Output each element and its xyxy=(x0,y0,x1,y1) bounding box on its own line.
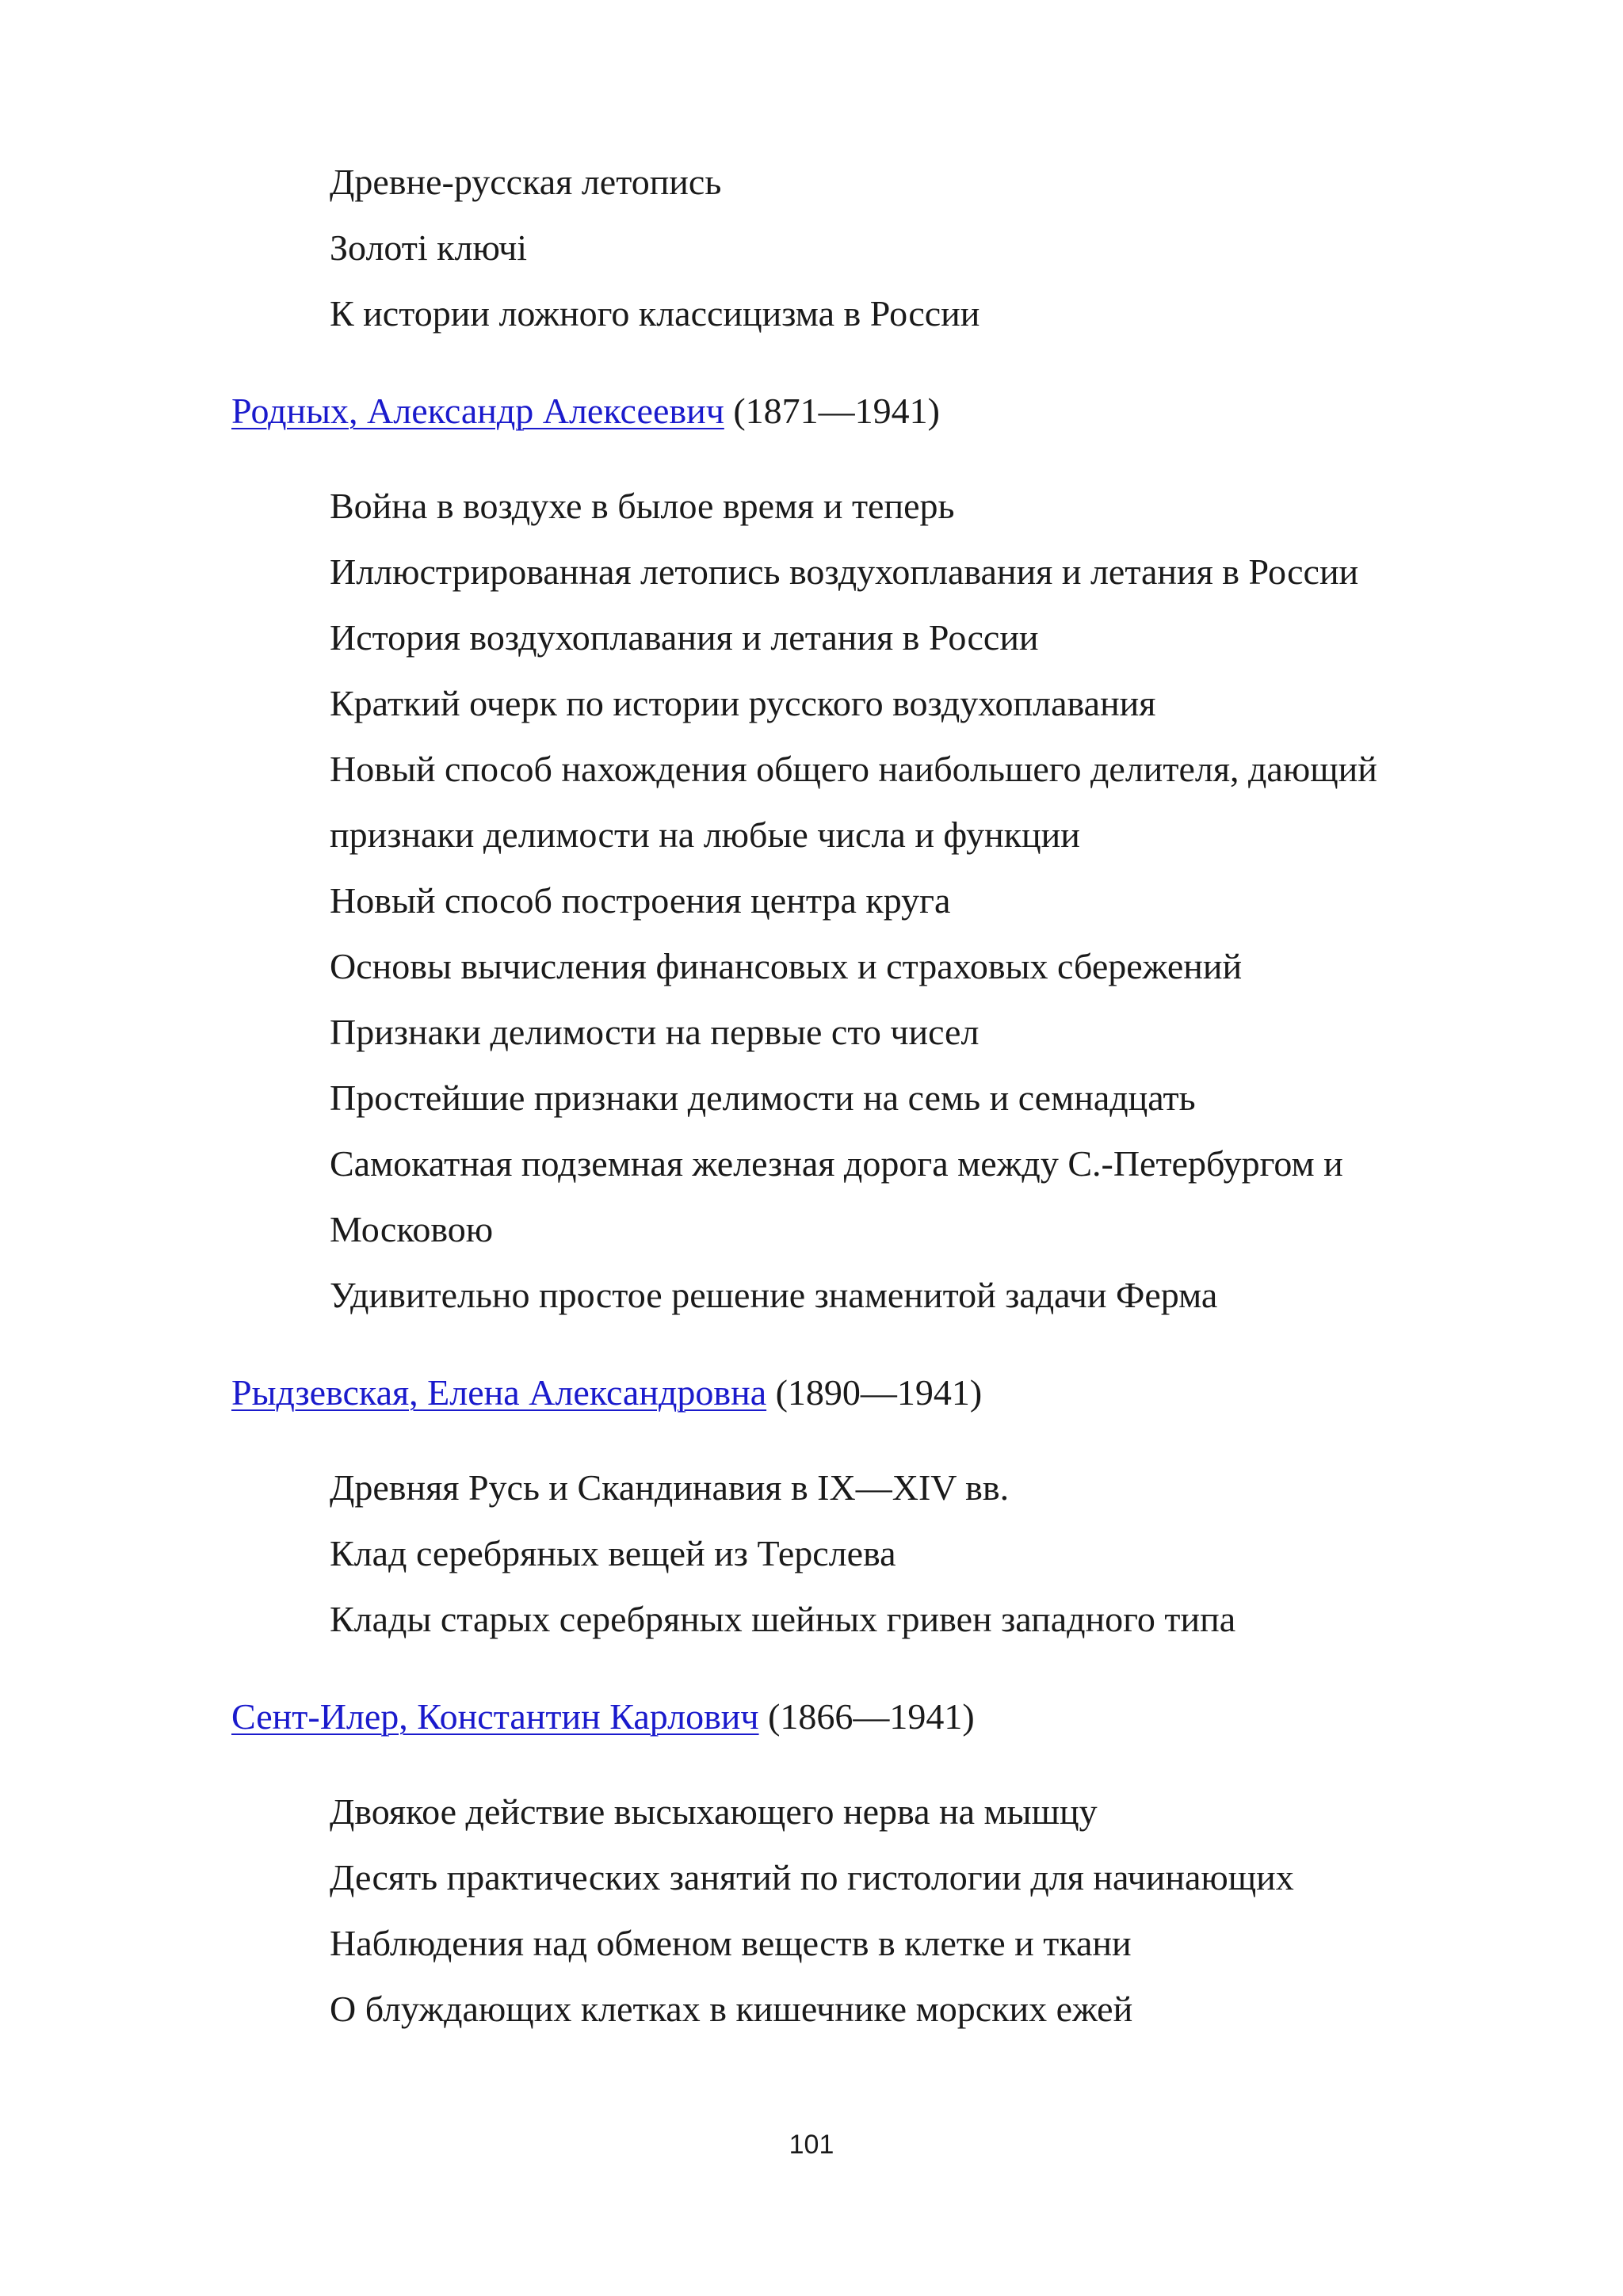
author-heading xyxy=(231,387,1468,435)
author-years: (1890—1941) xyxy=(775,1372,983,1413)
list-item: Новый способ нахождения общего наибольшего делителя, дающий xyxy=(330,749,1377,789)
list-item: Признаки делимости на первые сто чисел xyxy=(330,1012,980,1052)
author-link[interactable]: Сент-Илер, Константин Карлович xyxy=(231,1696,759,1737)
list-item: Клады старых серебряных шейных гривен западного типа xyxy=(330,1599,1236,1639)
list-item: Десять практических занятий по гистологии для начинающих xyxy=(330,1857,1294,1897)
author-heading xyxy=(231,1369,1468,1417)
list-item: Древняя Русь и Скандинавия в IX—XIV вв. xyxy=(330,1467,1010,1508)
author-link[interactable]: Рыдзевская, Елена Александровна xyxy=(231,1372,767,1413)
author-entry xyxy=(231,1328,1468,1652)
list-item: Наблюдения над обменом веществ в клетке и ткани xyxy=(330,1923,1132,1963)
author-years: (1871—1941) xyxy=(733,391,940,431)
list-item: Золоті ключі xyxy=(330,227,528,268)
list-item: Древне-русская летопись xyxy=(330,162,722,202)
list-item: Клад серебряных вещей из Терслева xyxy=(330,1533,896,1573)
list-item: Удивительно простое решение знаменитой задачи Ферма xyxy=(330,1275,1218,1315)
list-item: Новый способ построения центра круга xyxy=(330,880,951,921)
intro-title-list xyxy=(231,149,1468,346)
list-item: Двоякое действие высыхающего нерва на мышцу xyxy=(330,1791,1098,1832)
title-list xyxy=(231,473,1468,1328)
list-item: К истории ложного классицизма в России xyxy=(330,293,980,334)
author-entry xyxy=(231,1652,1468,2042)
author-entry xyxy=(231,346,1468,1328)
list-item: Самокатная подземная железная дорога между С.-Петербургом и xyxy=(330,1143,1343,1184)
list-item: Иллюстрированная летопись воздухоплавания и летания в России xyxy=(330,551,1359,592)
list-item: О блуждающих клетках в кишечнике морских ежей xyxy=(330,1989,1133,2029)
author-link[interactable]: Родных, Александр Алексеевич xyxy=(231,391,724,431)
list-item: признаки делимости на любые числа и функции xyxy=(330,814,1080,855)
title-list xyxy=(231,1779,1468,2042)
page-number: 101 xyxy=(789,2130,834,2160)
list-item: Война в воздухе в былое время и теперь xyxy=(330,486,955,526)
document-content xyxy=(231,149,1468,2042)
list-item: История воздухоплавания и летания в России xyxy=(330,617,1039,658)
title-list xyxy=(231,1455,1468,1652)
author-heading xyxy=(231,1693,1468,1741)
author-years: (1866—1941) xyxy=(768,1696,975,1737)
list-item: Простейшие признаки делимости на семь и семнадцать xyxy=(330,1077,1196,1118)
list-item: Основы вычисления финансовых и страховых сбережений xyxy=(330,946,1243,986)
list-item: Московою xyxy=(330,1209,494,1249)
list-item: Краткий очерк по истории русского воздухоплавания xyxy=(330,683,1156,723)
